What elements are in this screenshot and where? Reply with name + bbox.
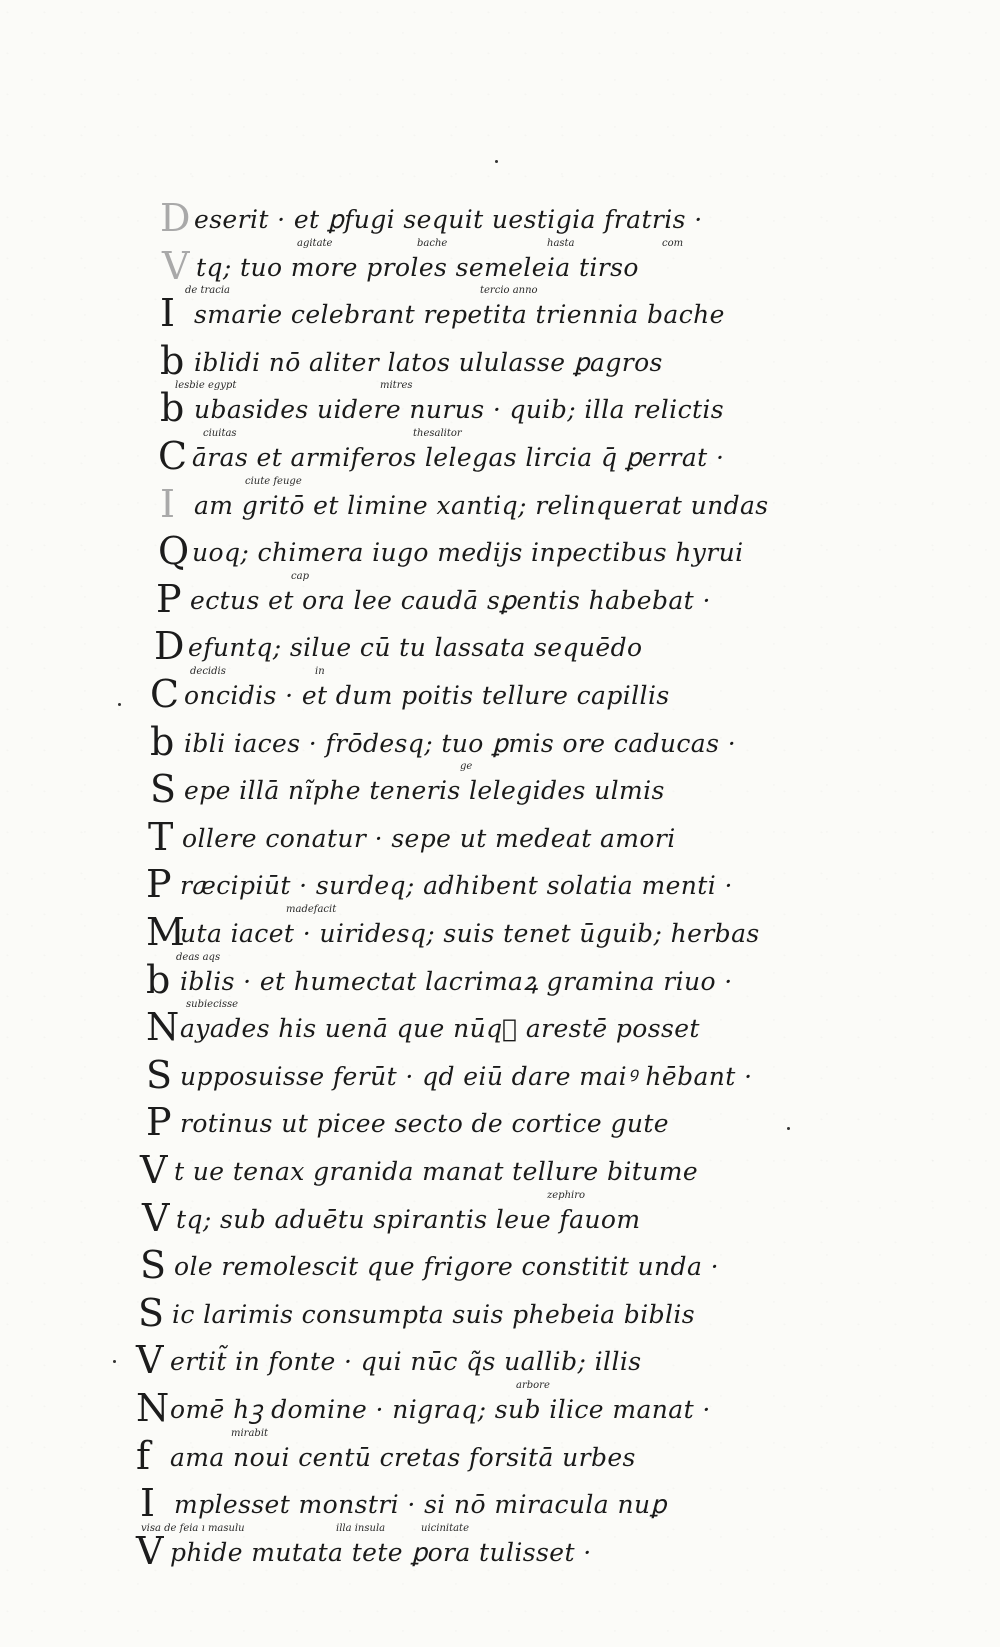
line-initial: D xyxy=(154,624,185,669)
line-initial: b xyxy=(160,386,185,431)
line-text: ubasides uidere nurus · quib; illa relictis xyxy=(194,395,725,425)
line-initial: T xyxy=(148,814,174,859)
ink-speck xyxy=(113,1360,116,1363)
line-initial: M xyxy=(146,910,185,954)
interlinear-gloss: lesbie egypt xyxy=(175,380,237,392)
interlinear-gloss: in xyxy=(315,666,325,677)
line-text: ibli iaces · frōdesq; tuo ꝑmis ore caducas · xyxy=(184,728,737,758)
line-text: ollere conatur · sepe ut medeat amori xyxy=(182,823,676,853)
line-initial: N xyxy=(136,1386,170,1430)
interlinear-gloss: agitate xyxy=(297,237,333,249)
line-initial: V xyxy=(140,1148,168,1192)
interlinear-gloss: arbore xyxy=(516,1380,550,1391)
interlinear-gloss: mirabit xyxy=(231,1427,269,1439)
line-text: eserit · et ꝑfugi sequit uestigia fratris · xyxy=(194,205,703,234)
line-text: ole remolescit que frigore constitit unda · xyxy=(174,1252,719,1282)
line-text: efuntq; silue cū tu lassata sequēdo xyxy=(188,633,643,663)
interlinear-gloss: de tracia xyxy=(185,285,231,297)
line-initial: P xyxy=(156,576,182,621)
interlinear-gloss: cap xyxy=(291,570,309,582)
line-initial: S xyxy=(150,767,177,812)
line-initial: C xyxy=(150,672,180,716)
line-initial: C xyxy=(158,434,188,478)
line-initial: b xyxy=(150,719,175,764)
line-text: ama noui centū cretas forsitā urbes xyxy=(170,1442,636,1472)
line-initial: P xyxy=(146,862,172,907)
interlinear-gloss: hasta xyxy=(547,237,575,249)
line-initial: V xyxy=(136,1528,164,1573)
line-initial: I xyxy=(160,291,176,336)
line-initial: f xyxy=(136,1433,151,1478)
line-text: phide mutata tete ꝑora tulisset · xyxy=(170,1537,592,1567)
interlinear-gloss: zephiro xyxy=(547,1189,586,1201)
line-initial: S xyxy=(138,1290,165,1335)
line-initial: I xyxy=(160,481,176,526)
line-text: ræcipiūt · surdeq; adhibent solatia menti · xyxy=(180,871,733,901)
line-initial: S xyxy=(140,1243,167,1288)
line-text: rotinus ut picee secto de cortice gute xyxy=(180,1109,670,1139)
interlinear-gloss: madefacit xyxy=(286,904,337,915)
interlinear-gloss: mitres xyxy=(380,380,413,392)
interlinear-gloss: illa insula xyxy=(336,1522,386,1534)
line-initial: P xyxy=(146,1100,172,1145)
line-text: omē hꝫ domine · nigraq; sub ilice manat · xyxy=(170,1395,711,1424)
line-text: ayades his uenā que nūqᷓ arestē posset xyxy=(180,1014,700,1044)
line-initial: b xyxy=(146,957,171,1002)
line-text: t ue tenax granida manat tellure bitume xyxy=(174,1157,699,1186)
line-text: ic larimis consumpta suis phebeia biblis xyxy=(172,1299,696,1329)
interlinear-gloss: com xyxy=(662,237,684,249)
line-text: uoq; chimera iugo medijs inpectibus hyrui xyxy=(192,538,744,568)
interlinear-gloss: decidis xyxy=(190,666,226,677)
line-text: iblis · et humectat lacrimaꝝ gramina riuo · xyxy=(180,966,733,996)
interlinear-gloss: visa de feia ı masulu xyxy=(141,1522,245,1534)
interlinear-gloss: ciute feuge xyxy=(245,475,302,487)
line-initial: N xyxy=(146,1005,180,1050)
interlinear-gloss: uicinitate xyxy=(421,1522,469,1534)
ink-speck xyxy=(787,1127,790,1130)
line-text: oncidis · et dum poitis tellure capillis xyxy=(184,681,670,710)
line-text: epe illā nĩphe teneris lelegides ulmis xyxy=(184,776,665,806)
line-text: tq; sub aduētu spirantis leue fauom xyxy=(176,1204,641,1234)
interlinear-gloss: ge xyxy=(460,761,473,773)
line-initial: S xyxy=(146,1052,173,1097)
line-initial: b xyxy=(160,338,185,383)
line-initial: V xyxy=(162,243,190,288)
line-text: āras et armiferos lelegas lircia q̄ ꝑerrat · xyxy=(192,443,725,472)
line-initial: I xyxy=(140,1481,156,1526)
line-text: tq; tuo more proles semeleia tirso xyxy=(196,252,639,282)
line-initial: Q xyxy=(158,529,190,574)
line-text: am gritō et limine xantiq; relinquerat undas xyxy=(194,490,769,520)
ink-speck xyxy=(118,703,121,706)
line-initial: V xyxy=(142,1195,170,1240)
interlinear-gloss: thesalitor xyxy=(413,428,462,439)
line-text: iblidi nō aliter latos ululasse ꝑagros xyxy=(194,347,663,377)
interlinear-gloss: subiecisse xyxy=(186,999,239,1011)
line-initial: D xyxy=(160,196,191,240)
line-text: smarie celebrant repetita triennia bache xyxy=(194,300,725,330)
line-initial: V xyxy=(136,1338,164,1383)
line-text: ertit̃ in fonte · qui nūc q̃s uallib; illis xyxy=(170,1347,642,1377)
interlinear-gloss: bache xyxy=(417,237,448,249)
interlinear-gloss: deas aqs xyxy=(176,951,221,963)
line-text: mplesset monstri · si nō miracula nuꝑ xyxy=(174,1490,667,1520)
ink-speck xyxy=(495,160,498,163)
interlinear-gloss: ciuitas xyxy=(203,428,237,439)
interlinear-gloss: tercio anno xyxy=(480,285,538,297)
line-text: upposuisse ferūt · qd eiū dare maiꝰ hēbant · xyxy=(180,1061,753,1091)
line-text: ectus et ora lee caudā sꝑentis habebat · xyxy=(190,585,711,615)
line-text: uta iacet · uiridesq; suis tenet ūguib; herbas xyxy=(180,919,760,948)
